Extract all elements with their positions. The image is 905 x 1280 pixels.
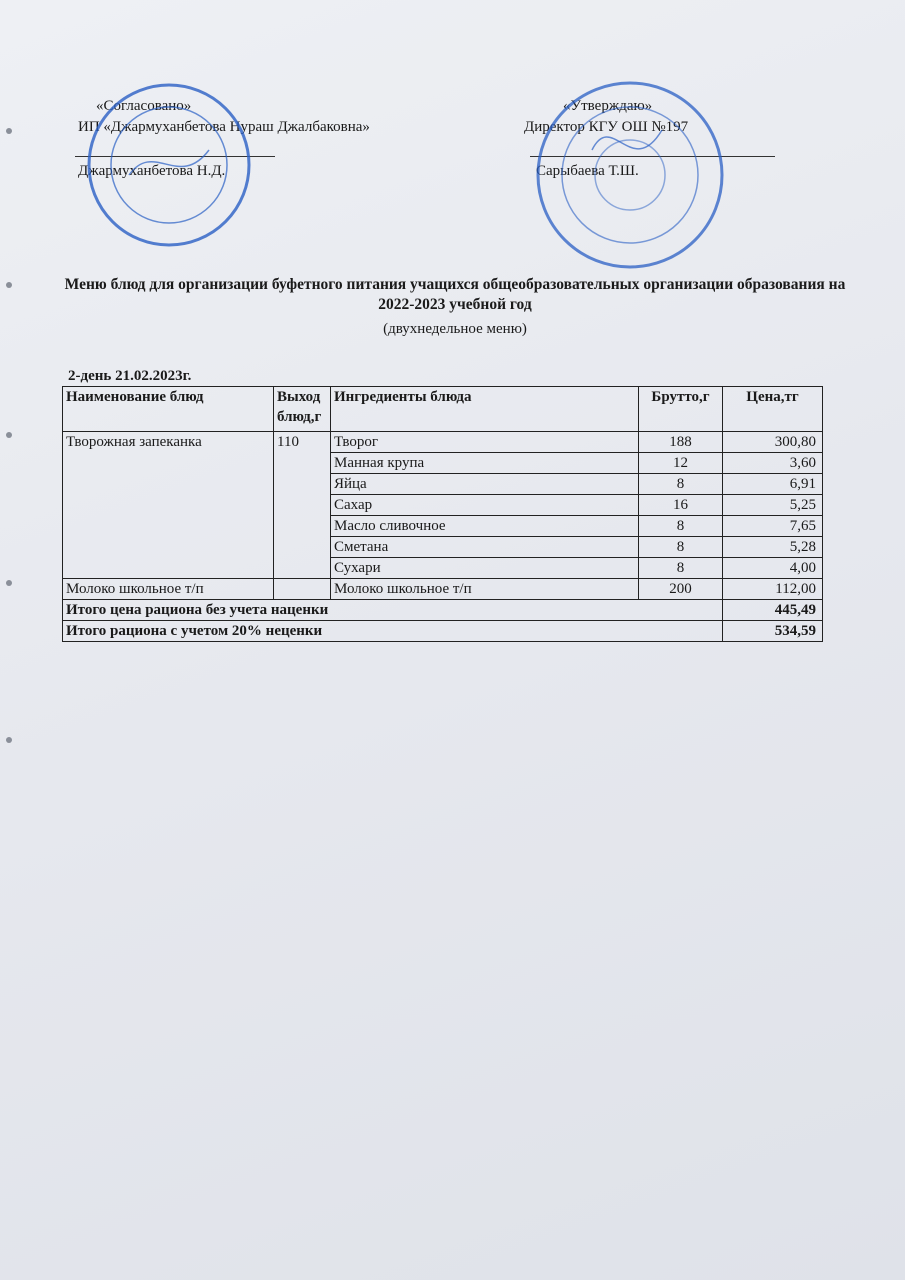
- header-yield: Выход блюд,г: [274, 387, 331, 432]
- table-header-row: [63, 387, 823, 432]
- ingredient-gross: 8: [639, 516, 723, 537]
- stamp-right: [532, 80, 732, 270]
- approval-left-org: ИП «Джармуханбетова Нураш Джалбаковна»: [78, 119, 370, 135]
- ingredient-name: Манная крупа: [331, 453, 639, 474]
- approval-right-signer: Сарыбаева Т.Ш.: [536, 163, 639, 179]
- ingredient-price: 5,28: [723, 537, 823, 558]
- ingredient-name: Творог: [331, 432, 639, 453]
- punch-hole: [6, 432, 12, 438]
- punch-hole: [6, 737, 12, 743]
- approval-right-org: Директор КГУ ОШ №197: [524, 119, 689, 135]
- dish-name: Молоко школьное т/п: [63, 579, 274, 600]
- total-markup-value: 534,59: [723, 621, 823, 642]
- dish-name: Творожная запеканка: [63, 432, 274, 579]
- dish-yield: [274, 579, 331, 600]
- ingredient-price: 3,60: [723, 453, 823, 474]
- ingredient-price: 300,80: [723, 432, 823, 453]
- ingredient-price: 112,00: [723, 579, 823, 600]
- punch-hole: [6, 580, 12, 586]
- ingredient-name: Сухари: [331, 558, 639, 579]
- ingredient-name: Сметана: [331, 537, 639, 558]
- document-subtitle: (двухнедельное меню): [383, 321, 527, 337]
- ingredient-gross: 8: [639, 558, 723, 579]
- header-dish: Наименование блюд: [63, 387, 274, 432]
- total-markup-row: [63, 621, 823, 642]
- total-row: [63, 600, 823, 621]
- total-value: 445,49: [723, 600, 823, 621]
- approval-right-title: «Утверждаю»: [563, 98, 653, 114]
- punch-hole: [6, 282, 12, 288]
- ingredient-gross: 8: [639, 474, 723, 495]
- ingredient-gross: 8: [639, 537, 723, 558]
- header-price: Цена,тг: [723, 387, 823, 432]
- ingredient-price: 7,65: [723, 516, 823, 537]
- table-row: [63, 579, 823, 600]
- ingredient-price: 5,25: [723, 495, 823, 516]
- menu-table: [62, 386, 823, 642]
- ingredient-price: 6,91: [723, 474, 823, 495]
- ingredient-name: Сахар: [331, 495, 639, 516]
- total-label: Итого цена рациона без учета наценки: [63, 600, 723, 621]
- document-title: Меню блюд для организации буфетного питания учащихся общеобразовательных организации образования на 2022-2023 учебной год: [64, 276, 846, 313]
- ingredient-gross: 12: [639, 453, 723, 474]
- header-ingredients: Ингредиенты блюда: [331, 387, 639, 432]
- ingredient-gross: 16: [639, 495, 723, 516]
- table-row: [63, 432, 823, 453]
- ingredient-name: Масло сливочное: [331, 516, 639, 537]
- approval-left-title: «Согласовано»: [96, 98, 192, 114]
- ingredient-name: Молоко школьное т/п: [331, 579, 639, 600]
- ingredient-name: Яйца: [331, 474, 639, 495]
- ingredient-price: 4,00: [723, 558, 823, 579]
- ingredient-gross: 188: [639, 432, 723, 453]
- stamp-left: [84, 80, 254, 250]
- total-markup-label: Итого рациона с учетом 20% неценки: [63, 621, 723, 642]
- approval-left-signer: Джармуханбетова Н.Д.: [78, 163, 226, 179]
- punch-hole: [6, 128, 12, 134]
- day-label: 2-день 21.02.2023г.: [68, 368, 192, 384]
- dish-yield: 110: [274, 432, 331, 579]
- header-gross: Брутто,г: [639, 387, 723, 432]
- ingredient-gross: 200: [639, 579, 723, 600]
